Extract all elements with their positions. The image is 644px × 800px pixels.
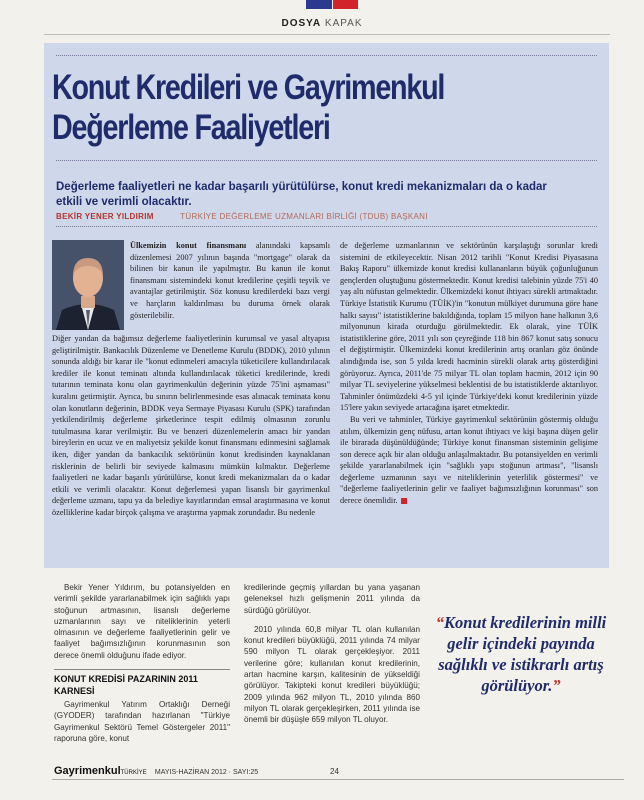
body-dropin: Ülkemizin konut finansmanı: [130, 241, 247, 250]
brand-name: Gayrimenkul: [54, 765, 121, 777]
section-label-bold: DOSYA: [281, 18, 322, 29]
subheading: KONUT KREDİSİ PAZARININ 2011 KARNESİ: [54, 669, 230, 697]
lower-col2-p1: kredilerinde geçmiş yıllardan bu yana yaşanan geleneksel hızlı gelişmenin 2011 yılında da sürdüğü görülüyor.: [244, 583, 420, 615]
body-col1-a: alanındaki kapsamlı düzenlemesi 2007 yılının başında "mortgage" olarak da bilinen bir kanun ile yapılmıştır. Bu kanun ile konut finansmanı sistemindeki konut kredilerine çeşitli teşvik ve avantajlar getirilmiştir. Söz konusu kredilerdeki bazı vergi ve harçların kaldırılması bu duruma örnek olarak gösterilebilir.: [130, 241, 330, 320]
brand-color-bars: [306, 0, 358, 10]
section-label-rest: KAPAK: [324, 18, 363, 29]
blue-bar: [306, 0, 332, 9]
end-mark: [401, 498, 407, 504]
byline: [56, 212, 596, 221]
article-lead: Değerleme faaliyetleri ne kadar başarılı yürütülürse, konut kredi mekanizmaları da o kadar etkili ve verimli olacaktır.: [56, 181, 547, 208]
lower-col1-p2: Gayrimenkul Yatırım Ortaklığı Derneği (GYODER) tarafından hazırlanan "Türkiye Gayrimenkul Sektörü Temel Göstergeler 2011" raporuna göre, konut: [54, 700, 230, 743]
quote-open-mark: “: [435, 613, 444, 632]
lower-col1-p1: Bekir Yener Yıldırım, bu potansiyelden en verimli şekilde yararlanabilmek için sağlıklı yapı stoğunun artmasının, lisanslı değerleme uzmanlarının sayı ve niteliklerinin yeterli olmasının ve değerleme faaliyetlerinin gelir ve faaliyet bağımsızlığının korunmasının son derece önemli olduğunu ifade ediyor.: [54, 583, 230, 660]
article-title: Konut Kredileri ve Gayrimenkul Değerleme Faaliyetleri: [52, 68, 445, 147]
author-role: TÜRKİYE DEĞERLEME UZMANLARI BİRLİĞİ (TDUB) BAŞKANI: [180, 212, 428, 221]
body-column-1-bottom: [52, 333, 330, 519]
author-name: BEKİR YENER YILDIRIM: [56, 212, 154, 221]
body-col2-b: Bu veri ve tahminler, Türkiye gayrimenkul sektörünün göstermiş olduğu atılım, ülkemizin genç nüfusu, artan konut ihtiyacı ve kişi başına düşen gelir ile birarada düşünüldüğünde; Türkiye konut finansman sisteminin gelişime son derece açık bir alan olduğu anlaşılmaktadır. Bu potansiyelden en verimli şekilde yararlanabilmek için "sağlıklı yapı stoğunun artması", "lisanslı değerleme uzmanının sayı ve niteliklerinin yeterlilik göstermesi" ve "değerleme faaliyetlerinin gelir ve faaliyet bağımsızlığının korunması" son derece önemlidir.: [340, 414, 598, 506]
lower-col2-p2: 2010 yılında 60,8 milyar TL olan kullanılan konut kredileri büyüklüğü, 2011 yılında 74 milyar 590 milyon TL olarak gerçekleşiyor. 2011 verilerine göre; kullanılan konut kredilerinin, artan hacmine karşın, kalitesinin de yükseldiği görülüyor. Takipteki konut kredileri büyüklüğü; 2009 yılında 962 milyon TL, 2010 yılında 860 milyon TL olarak gerçekleşirken, 2011 yılında ise önemli bir düşüşle 659 milyon TL oluyor.: [244, 624, 420, 725]
brand-small: TÜRKİYE: [120, 770, 147, 776]
page-number: 24: [330, 767, 339, 776]
body-col2-a: de değerleme uzmanlarının ve sektörünün karşılaştığı sorunlar kredi sistemini de etkileyecektir. Nisan 2012 tarihli "Konut Kredisi Piyasasına Bakış Raporu" ülkemizde konut kredisi kullananların büyük çoğunluğunun gençlerden oluştuğunu göstermektedir. Konut kredisi talebinin yüzde 75'i 40 yaş altı nüfustan gelmektedir. Ülkemizdeki konut ihtiyacı sürekli artmaktadır. Türkiye İstatistik Kurumu (TÜİK)'in "konutun mülkiyet durumuna göre hane halkı sayısı" istatistiklerine bakıldığında, toplam 15 milyon hane halkının 3,6 milyonunun kirada oturduğu görülmektedir. Ek olarak, yine TÜİK istatistiklerine göre, 2011 yılı son çeyreğinde 118 bin 867 konut satış sonucu el değiştirmiştir. Ülkemizdeki konut kredilerinin artış oranları göz önünde alındığında ise, son 5 yılda kredi hacminin sürekli olarak artış gösterdiğini görüyoruz. Ayrıca, 2011'de 75 milyar TL olan toplam hacmin, 2012 için 90 milyar TL seviyelerine yükselmesi beklentisi de bu istatistiklerde aktarılıyor. Tahminler önümüzdeki 4-5 yıl içinde Türkiye'deki konut kredilerinin yüzde 15'lere yakın seviyede artacağına işaret etmektedir.: [340, 241, 598, 413]
top-rule: [44, 34, 610, 35]
section-label: [0, 18, 644, 29]
dotted-rule-byline: [56, 226, 597, 227]
pull-quote-text: Konut kredilerinin milli gelir içindeki payında sağlıklı ve istikrarlı artış görülüyor.: [438, 613, 607, 695]
body-column-2: [340, 240, 598, 507]
body-col1-b: Diğer yandan da bağımsız değerleme faaliyetlerinin kurumsal ve yasal altyapısı geliştirilmiştir. Bankacılık Düzenleme ve Denetleme Kurulu (BDDK), 2010 yılının sonunda aldığı bir karar ile "konut edinmeleri amacıyla tüketicilere kullandırılacak krediler ile konut teminatı altında kullandırılacak tüketici kredilerinde, kredi tutarının teminata konu olan gayrimenkulün değerinin yüzde 75'ini aşmaması" kuralını getirmiştir. Ayrıca, bu sınırın belirlenmesinde esas alınacak teminata konu olan konutların değerinin, BDDK veya Sermaye Piyasası Kurulu (SPK) tarafından yetkilendirilmiş değerleme şirketlerince tespit edilmiş olmasının zorunlu tutulmasına karar verilmiştir. Bu ve benzeri düzenlemelerin amacı bir yandan bireylerin en ucuz ve en maliyetsiz şekilde konut finansmanı edinmesini sağlamak iken, diğer yandan da bankacılık sektörünün konut kredisinden kaynaklanan risklerinin de belirli bir seviyede kalmasını mümkün kılmaktır. Değerleme faaliyetleri ne kadar başarılı yürütülürse, konut kredi mekanizmaları da o kadar etkili ve verimli olacaktır. Konut değerlemesi yapan lisanslı bir gayrimenkul değerleme uzmanı, tapu ya da belediye kayıtlarından emsal araştırmasına ve konut özelliklerine kadar birçok çalışma ve araştırma yapmak zorundadır. Bu nedenle: [52, 334, 330, 517]
footer-rule: [52, 779, 624, 780]
footer: [54, 765, 624, 777]
lower-column-2: [244, 582, 420, 726]
pull-quote: [432, 612, 610, 696]
quote-close-mark: ”: [552, 676, 561, 695]
issue-info: MAYIS-HAZİRAN 2012 · SAYI:25: [154, 769, 259, 776]
author-photo: [52, 240, 124, 330]
body-column-1-top: [130, 240, 330, 321]
red-bar: [333, 0, 358, 9]
dotted-rule-top: [56, 55, 597, 56]
dotted-rule-title: [56, 160, 597, 161]
lower-column-1: [54, 582, 230, 744]
magazine-brand: [54, 765, 147, 777]
